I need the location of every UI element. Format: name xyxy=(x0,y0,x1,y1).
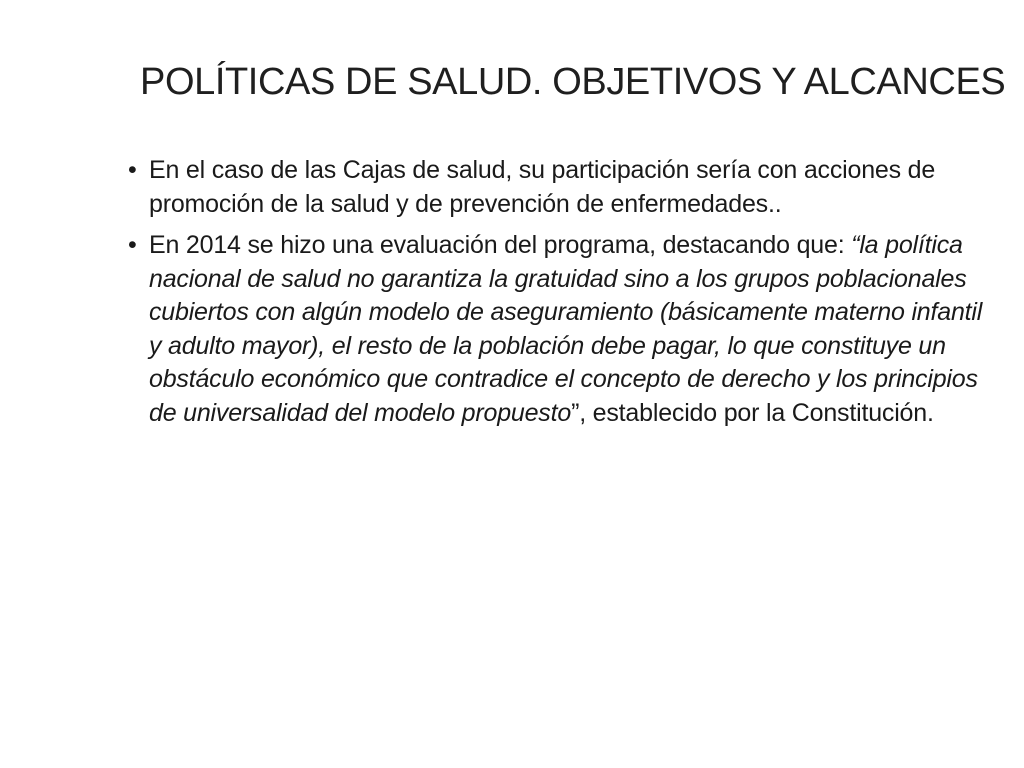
bullet-list xyxy=(128,154,988,430)
bullet-outro-text: ”, establecido por la Constitución. xyxy=(571,398,934,427)
bullet-dot-icon: • xyxy=(128,156,137,184)
slide-title: POLÍTICAS DE SALUD. OBJETIVOS Y ALCANCES xyxy=(140,61,1006,103)
bullet-quote-text: “la política nacional de salud no garantiza la gratuidad sino a los grupos poblacionales cubiertos con algún modelo de aseguramiento (básicamente materno infantil y adulto mayor), el resto de la población debe pagar, lo que constituye un obstáculo económico que contradice el concepto de derecho y los principios de universalidad del modelo propuesto xyxy=(149,231,983,427)
bullet-intro-text: En 2014 se hizo una evaluación del programa, destacando que: xyxy=(149,231,852,259)
bullet-item-evaluacion-2014 xyxy=(128,229,988,430)
bullet-dot-icon: • xyxy=(128,231,137,259)
bullet-text: En el caso de las Cajas de salud, su participación sería con acciones de promoción de la salud y de prevención de enfermedades.. xyxy=(149,156,936,218)
bullet-item-cajas-de-salud xyxy=(128,154,988,221)
